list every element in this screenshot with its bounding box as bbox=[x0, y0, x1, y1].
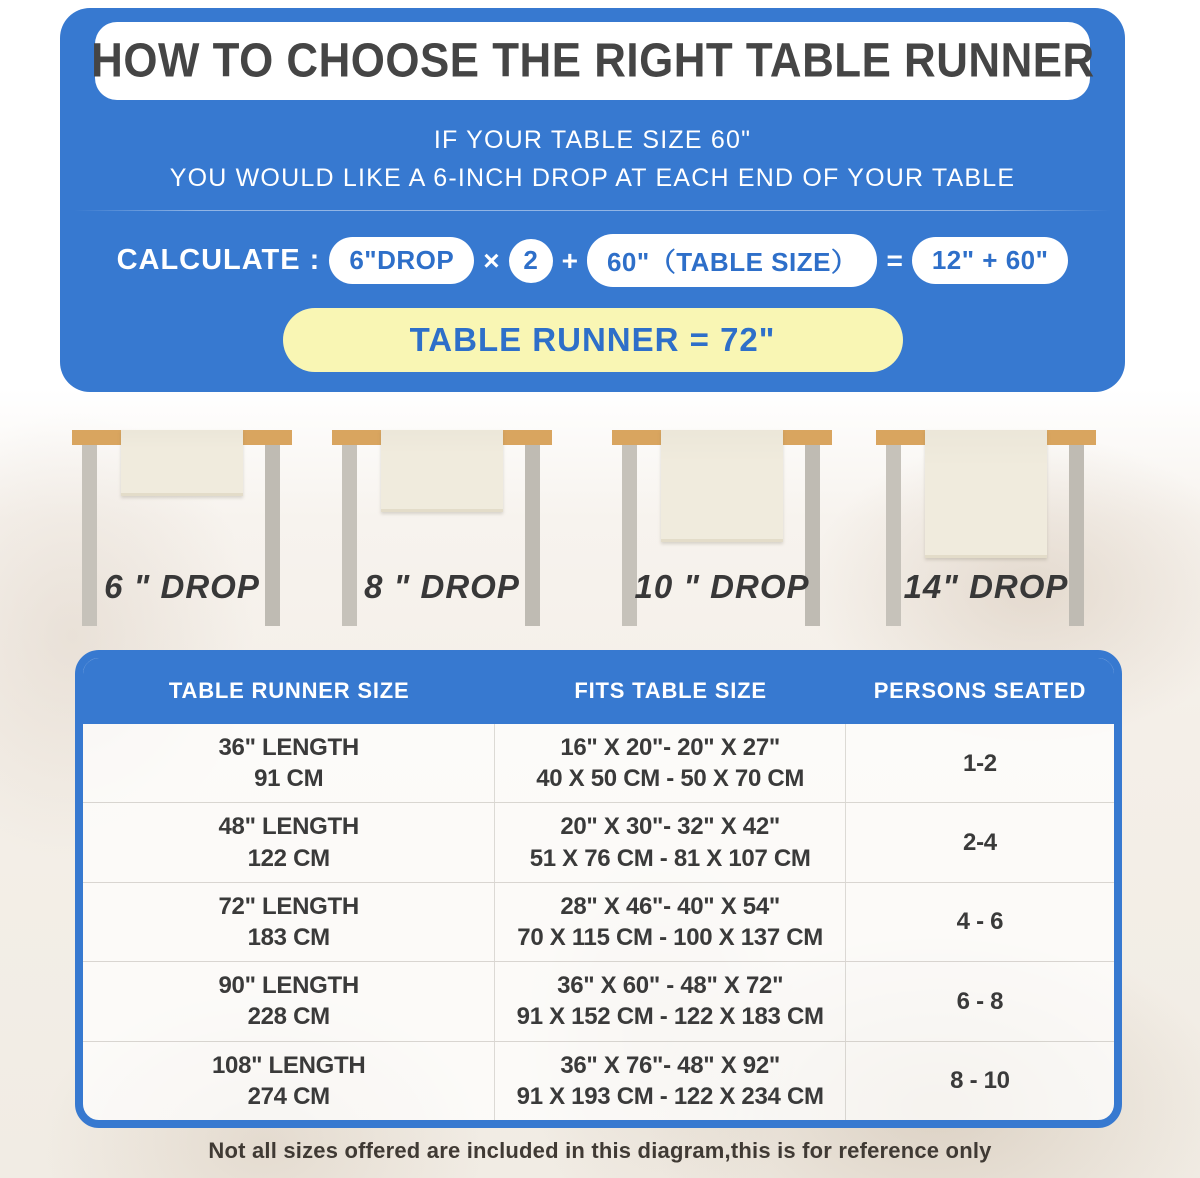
runner-length: 72" LENGTH bbox=[218, 892, 359, 920]
fits-size-cell bbox=[495, 803, 846, 881]
column-header-runner-size: TABLE RUNNER SIZE bbox=[168, 678, 410, 703]
runner-size-cell bbox=[83, 724, 495, 802]
table-illustration-14-drop bbox=[876, 430, 1096, 626]
drop-label: 8 " DROP bbox=[364, 568, 520, 605]
size-chart-body bbox=[83, 724, 1114, 1120]
reference-footnote: Not all sizes offered are included in this diagram,this is for reference only bbox=[208, 1138, 992, 1163]
fits-inches: 16" X 20"- 20" X 27" bbox=[560, 734, 780, 762]
fits-size-cell bbox=[495, 883, 846, 961]
page-title: HOW TO CHOOSE THE RIGHT TABLE RUNNER bbox=[90, 33, 1095, 88]
drop-label: 10 " DROP bbox=[634, 568, 810, 605]
table-runner bbox=[661, 430, 783, 542]
plus-sign: + bbox=[561, 244, 578, 276]
subtitle-line-1: IF YOUR TABLE SIZE 60" bbox=[433, 126, 752, 154]
table-runner bbox=[381, 430, 503, 512]
drop-value-pill: 6"DROP bbox=[329, 237, 474, 284]
size-chart-panel bbox=[75, 650, 1122, 1128]
persons-cell: 6 - 8 bbox=[956, 987, 1004, 1015]
runner-size-cell bbox=[83, 803, 495, 881]
runner-length: 90" LENGTH bbox=[218, 972, 359, 1000]
column-header-fits-table-size: FITS TABLE SIZE bbox=[574, 678, 767, 703]
runner-length-cm: 228 CM bbox=[247, 1003, 330, 1031]
runner-size-cell bbox=[83, 1042, 495, 1120]
fits-inches: 36" X 60" - 48" X 72" bbox=[557, 972, 784, 1000]
fits-inches: 20" X 30"- 32" X 42" bbox=[560, 813, 780, 841]
table-illustration-8-drop bbox=[332, 430, 552, 626]
fits-size-cell bbox=[495, 962, 846, 1040]
persons-cell: 2-4 bbox=[963, 829, 997, 857]
fits-cm: 91 X 152 CM - 122 X 183 CM bbox=[516, 1003, 824, 1031]
instructions-panel bbox=[60, 8, 1125, 392]
runner-length-cm: 274 CM bbox=[247, 1082, 330, 1110]
table-runner bbox=[925, 430, 1047, 558]
runner-length-cm: 91 CM bbox=[254, 765, 324, 793]
drop-label: 14" DROP bbox=[903, 568, 1069, 605]
runner-length-cm: 183 CM bbox=[247, 924, 330, 952]
drop-label: 6 " DROP bbox=[104, 568, 260, 605]
runner-length: 36" LENGTH bbox=[218, 734, 359, 762]
table-row bbox=[83, 1041, 1114, 1120]
calculation-row bbox=[60, 234, 1125, 287]
persons-cell: 8 - 10 bbox=[950, 1067, 1010, 1095]
title-banner bbox=[90, 22, 1095, 100]
runner-length: 48" LENGTH bbox=[218, 813, 359, 841]
sum-pill: 12" + 60" bbox=[912, 237, 1069, 284]
subtitle-line-2: YOU WOULD LIKE A 6-INCH DROP AT EACH END OF YOUR TABLE bbox=[169, 164, 1016, 192]
persons-cell: 1-2 bbox=[963, 749, 997, 777]
fits-inches: 28" X 46"- 40" X 54" bbox=[560, 892, 780, 920]
equals-sign: = bbox=[886, 244, 903, 276]
fits-size-cell bbox=[495, 1042, 846, 1120]
table-illustration-10-drop bbox=[612, 430, 832, 626]
divider bbox=[74, 210, 1111, 211]
fits-cm: 70 X 115 CM - 100 X 137 CM bbox=[517, 924, 823, 952]
persons-cell: 4 - 6 bbox=[956, 908, 1004, 936]
times-sign: × bbox=[483, 244, 500, 276]
result-pill: TABLE RUNNER = 72" bbox=[283, 308, 903, 372]
runner-size-cell bbox=[83, 883, 495, 961]
drop-illustrations bbox=[0, 430, 1200, 630]
table-runner bbox=[121, 430, 243, 496]
runner-length-cm: 122 CM bbox=[247, 844, 330, 872]
fits-cm: 51 X 76 CM - 81 X 107 CM bbox=[529, 844, 811, 872]
table-row bbox=[83, 961, 1114, 1040]
table-row bbox=[83, 802, 1114, 881]
runner-length: 108" LENGTH bbox=[211, 1051, 366, 1079]
fits-size-cell bbox=[495, 724, 846, 802]
column-header-persons-seated: PERSONS SEATED bbox=[873, 678, 1087, 703]
table-illustration-6-drop bbox=[72, 430, 292, 626]
size-chart-header bbox=[83, 658, 1114, 724]
calculate-label: CALCULATE : bbox=[116, 244, 321, 276]
multiplier-badge: 2 bbox=[509, 239, 553, 283]
fits-cm: 91 X 193 CM - 122 X 234 CM bbox=[516, 1082, 824, 1110]
table-size-pill: 60"（TABLE SIZE） bbox=[587, 234, 878, 287]
fits-inches: 36" X 76"- 48" X 92" bbox=[560, 1051, 780, 1079]
table-row bbox=[83, 724, 1114, 802]
fits-cm: 40 X 50 CM - 50 X 70 CM bbox=[536, 765, 805, 793]
table-row bbox=[83, 882, 1114, 961]
runner-size-cell bbox=[83, 962, 495, 1040]
